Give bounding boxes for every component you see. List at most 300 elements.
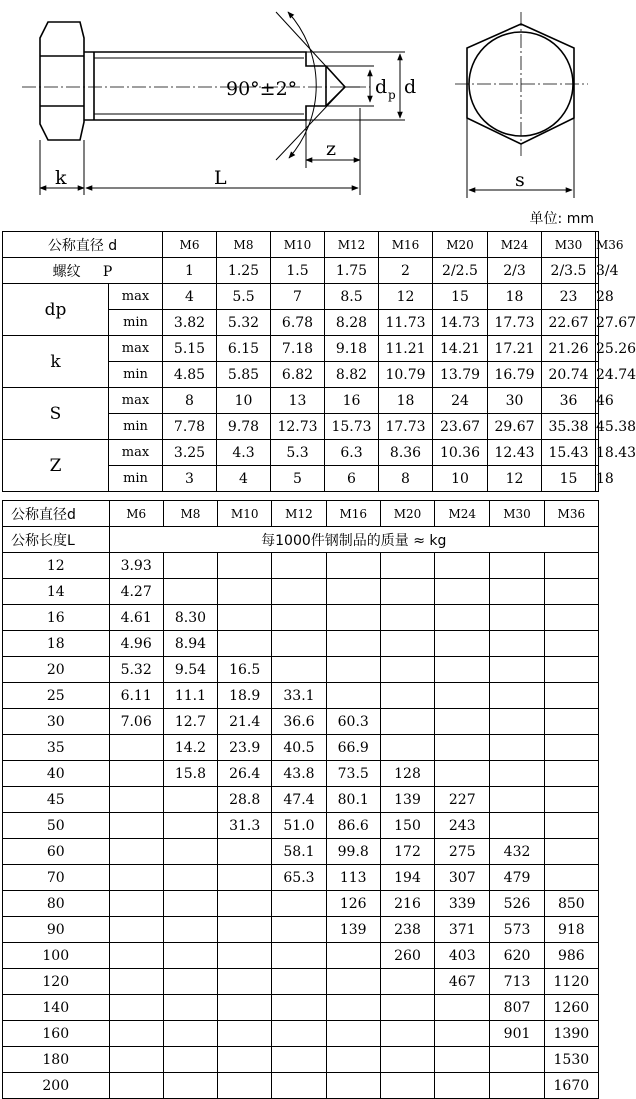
mass-value: 12.7 xyxy=(163,709,217,735)
mass-value xyxy=(272,631,326,657)
pitch-value: 2 xyxy=(379,258,433,284)
spec-value: 20.74 xyxy=(542,362,596,388)
mass-value xyxy=(272,943,326,969)
mass-value xyxy=(435,553,490,579)
pitch-value: 1.25 xyxy=(217,258,271,284)
spec-value: 18 xyxy=(379,388,433,414)
mass-value xyxy=(272,605,326,631)
mass-value: 126 xyxy=(326,891,380,917)
mass-value: 526 xyxy=(490,891,544,917)
spec-value: 27.67 xyxy=(596,310,599,336)
mass-value: 5.32 xyxy=(109,657,163,683)
mass-value: 139 xyxy=(326,917,380,943)
mass-value xyxy=(163,943,217,969)
mass-value xyxy=(218,995,272,1021)
pitch-value: 2/3.5 xyxy=(542,258,596,284)
mass-value xyxy=(218,1073,272,1099)
mass-value xyxy=(380,969,434,995)
mass-value xyxy=(544,787,598,813)
length-value: 50 xyxy=(3,813,110,839)
spec-value: 7.18 xyxy=(271,336,325,362)
mass-row xyxy=(3,735,599,761)
mass-row xyxy=(3,1047,599,1073)
group-label: S xyxy=(3,388,109,440)
mass-value xyxy=(163,865,217,891)
spec-value: 46 xyxy=(596,388,599,414)
mass-value xyxy=(163,579,217,605)
spec-value: 18 xyxy=(596,466,599,492)
length-value: 18 xyxy=(3,631,110,657)
mass-value xyxy=(326,683,380,709)
spec-value: 16 xyxy=(325,388,379,414)
limit-tag: max xyxy=(109,336,163,362)
spec-value: 17.73 xyxy=(379,414,433,440)
spec-value: 5.85 xyxy=(217,362,271,388)
mass-value xyxy=(380,1021,434,1047)
spec-value: 4 xyxy=(163,284,217,310)
spec-value: 8.82 xyxy=(325,362,379,388)
spec-value: 3 xyxy=(163,466,217,492)
mass-value: 339 xyxy=(435,891,490,917)
mass-value: 4.96 xyxy=(109,631,163,657)
mass-value: 18.9 xyxy=(218,683,272,709)
mass-value: 8.94 xyxy=(163,631,217,657)
length-value: 70 xyxy=(3,865,110,891)
spec-value: 7 xyxy=(271,284,325,310)
pitch-row xyxy=(3,258,599,284)
mass-row xyxy=(3,657,599,683)
mass-value xyxy=(380,995,434,1021)
mass-value xyxy=(109,969,163,995)
spec-value: 9.78 xyxy=(217,414,271,440)
mass-value xyxy=(272,969,326,995)
limit-tag: min xyxy=(109,414,163,440)
length-value: 35 xyxy=(3,735,110,761)
pitch-value: 1.5 xyxy=(271,258,325,284)
spec-value: 17.21 xyxy=(488,336,542,362)
size-header: M8 xyxy=(217,232,271,258)
mass-value xyxy=(435,709,490,735)
spec-value: 4 xyxy=(217,466,271,492)
bolt-head xyxy=(40,22,84,140)
dp-sub-label: p xyxy=(388,88,396,102)
mass-value xyxy=(218,1021,272,1047)
length-value: 12 xyxy=(3,553,110,579)
mass-value xyxy=(490,761,544,787)
mass-value: 371 xyxy=(435,917,490,943)
mass-value xyxy=(163,917,217,943)
mass-value xyxy=(163,1021,217,1047)
spec-header-row xyxy=(3,232,599,258)
size-header: M8 xyxy=(163,501,217,527)
mass-value: 3.93 xyxy=(109,553,163,579)
size-header: M10 xyxy=(271,232,325,258)
mass-row xyxy=(3,605,599,631)
mass-value xyxy=(163,969,217,995)
mass-value xyxy=(544,813,598,839)
length-value: 200 xyxy=(3,1073,110,1099)
mass-header-label: 公称直径d xyxy=(3,501,110,527)
mass-value xyxy=(380,1073,434,1099)
mass-value: 73.5 xyxy=(326,761,380,787)
mass-row xyxy=(3,761,599,787)
length-value: 60 xyxy=(3,839,110,865)
limit-tag: min xyxy=(109,310,163,336)
pitch-symbol: P xyxy=(102,263,113,280)
spec-value: 14.73 xyxy=(433,310,488,336)
mass-value xyxy=(272,1073,326,1099)
length-value: 120 xyxy=(3,969,110,995)
mass-value xyxy=(218,579,272,605)
spec-value: 35.38 xyxy=(542,414,596,440)
size-header: M20 xyxy=(380,501,434,527)
spec-value: 17.73 xyxy=(488,310,542,336)
mass-value: 31.3 xyxy=(218,813,272,839)
mass-value xyxy=(109,813,163,839)
spec-row xyxy=(3,336,599,362)
mass-value xyxy=(435,1047,490,1073)
length-value: 90 xyxy=(3,917,110,943)
mass-value xyxy=(272,579,326,605)
mass-value xyxy=(218,631,272,657)
bolt-drawing xyxy=(0,0,602,205)
mass-row xyxy=(3,839,599,865)
spec-value: 10.79 xyxy=(379,362,433,388)
spec-value: 24 xyxy=(433,388,488,414)
spec-value: 18 xyxy=(488,284,542,310)
mass-value: 4.27 xyxy=(109,579,163,605)
length-value: 14 xyxy=(3,579,110,605)
mass-value xyxy=(544,657,598,683)
mass-value xyxy=(218,969,272,995)
spec-value: 22.67 xyxy=(542,310,596,336)
unit-label: 单位: mm xyxy=(529,211,594,227)
z-label: z xyxy=(326,138,337,160)
mass-value xyxy=(435,579,490,605)
spec-value: 10.36 xyxy=(433,440,488,466)
pitch-label-cell xyxy=(3,258,163,284)
angle-label: 90°±2° xyxy=(226,78,298,100)
mass-value: 1390 xyxy=(544,1021,598,1047)
mass-value: 51.0 xyxy=(272,813,326,839)
mass-value xyxy=(544,605,598,631)
mass-value xyxy=(380,631,434,657)
mass-value: 40.5 xyxy=(272,735,326,761)
spec-value: 8 xyxy=(379,466,433,492)
size-header: M30 xyxy=(490,501,544,527)
mass-value: 128 xyxy=(380,761,434,787)
mass-value: 9.54 xyxy=(163,657,217,683)
spec-row xyxy=(3,388,599,414)
mass-value xyxy=(109,917,163,943)
mass-row xyxy=(3,631,599,657)
mass-value xyxy=(326,579,380,605)
spec-value: 3.82 xyxy=(163,310,217,336)
length-value: 140 xyxy=(3,995,110,1021)
spec-value: 15 xyxy=(433,284,488,310)
length-value: 45 xyxy=(3,787,110,813)
mass-value xyxy=(544,761,598,787)
mass-value: 7.06 xyxy=(109,709,163,735)
mass-value xyxy=(544,865,598,891)
mass-value xyxy=(544,683,598,709)
mass-caption-row xyxy=(3,527,599,553)
mass-value xyxy=(272,1047,326,1073)
size-header: M16 xyxy=(379,232,433,258)
spec-value: 45.38 xyxy=(596,414,599,440)
mass-value xyxy=(272,891,326,917)
mass-value: 275 xyxy=(435,839,490,865)
length-value: 180 xyxy=(3,1047,110,1073)
mass-value xyxy=(380,1047,434,1073)
spec-value: 18.43 xyxy=(596,440,599,466)
mass-value xyxy=(109,787,163,813)
mass-value xyxy=(544,709,598,735)
mass-value: 194 xyxy=(380,865,434,891)
size-header: M12 xyxy=(325,232,379,258)
limit-tag: max xyxy=(109,388,163,414)
pitch-value: 2/3 xyxy=(488,258,542,284)
mass-row xyxy=(3,683,599,709)
group-label: Z xyxy=(3,440,109,492)
mass-value xyxy=(544,631,598,657)
mass-value xyxy=(490,709,544,735)
mass-value xyxy=(326,657,380,683)
spec-value: 21.26 xyxy=(542,336,596,362)
spec-header-label: 公称直径 d xyxy=(3,232,163,258)
limit-tag: max xyxy=(109,284,163,310)
mass-value xyxy=(490,657,544,683)
mass-value xyxy=(380,605,434,631)
pitch-value: 2/2.5 xyxy=(433,258,488,284)
mass-value xyxy=(326,1047,380,1073)
mass-value xyxy=(490,605,544,631)
spec-value: 5.3 xyxy=(271,440,325,466)
mass-value: 986 xyxy=(544,943,598,969)
spec-value: 3.25 xyxy=(163,440,217,466)
mass-value xyxy=(218,865,272,891)
spec-value: 6 xyxy=(325,466,379,492)
spec-value: 12 xyxy=(488,466,542,492)
mass-value xyxy=(218,1047,272,1073)
mass-value: 1670 xyxy=(544,1073,598,1099)
mass-value xyxy=(218,553,272,579)
mass-value: 28.8 xyxy=(218,787,272,813)
mass-value xyxy=(435,605,490,631)
mass-value: 403 xyxy=(435,943,490,969)
bolt-drawing-svg xyxy=(0,0,602,205)
spec-value: 5.5 xyxy=(217,284,271,310)
mass-value: 307 xyxy=(435,865,490,891)
mass-row xyxy=(3,995,599,1021)
mass-value xyxy=(435,1021,490,1047)
mass-value xyxy=(490,579,544,605)
pitch-value: 3/4 xyxy=(596,258,599,284)
mass-value: 573 xyxy=(490,917,544,943)
mass-value xyxy=(272,553,326,579)
mass-value: 58.1 xyxy=(272,839,326,865)
length-value: 160 xyxy=(3,1021,110,1047)
k-label: k xyxy=(55,167,67,189)
L-label: L xyxy=(214,167,227,189)
size-header: M6 xyxy=(163,232,217,258)
mass-value: 6.11 xyxy=(109,683,163,709)
d-label: d xyxy=(404,76,417,98)
mass-value: 36.6 xyxy=(272,709,326,735)
mass-value xyxy=(380,579,434,605)
spec-value: 8.28 xyxy=(325,310,379,336)
spec-value: 13 xyxy=(271,388,325,414)
spec-value: 15.73 xyxy=(325,414,379,440)
mass-value xyxy=(109,995,163,1021)
spec-row xyxy=(3,284,599,310)
mass-value: 807 xyxy=(490,995,544,1021)
spec-value: 36 xyxy=(542,388,596,414)
spec-value: 8.36 xyxy=(379,440,433,466)
mass-value xyxy=(218,917,272,943)
size-header: M20 xyxy=(433,232,488,258)
spec-value: 8 xyxy=(163,388,217,414)
length-value: 25 xyxy=(3,683,110,709)
mass-value xyxy=(544,579,598,605)
spec-value: 6.3 xyxy=(325,440,379,466)
mass-value xyxy=(490,553,544,579)
spec-value: 10 xyxy=(433,466,488,492)
mass-value: 1120 xyxy=(544,969,598,995)
mass-value: 80.1 xyxy=(326,787,380,813)
length-value: 20 xyxy=(3,657,110,683)
limit-tag: min xyxy=(109,466,163,492)
mass-value xyxy=(435,1073,490,1099)
mass-row xyxy=(3,865,599,891)
length-label: 公称长度L xyxy=(3,527,110,553)
limit-tag: max xyxy=(109,440,163,466)
mass-value: 467 xyxy=(435,969,490,995)
mass-value: 1260 xyxy=(544,995,598,1021)
mass-value xyxy=(326,943,380,969)
spec-value: 24.74 xyxy=(596,362,599,388)
mass-row xyxy=(3,553,599,579)
mass-value xyxy=(272,917,326,943)
size-header: M24 xyxy=(488,232,542,258)
mass-value xyxy=(163,839,217,865)
mass-value: 113 xyxy=(326,865,380,891)
spec-value: 12.43 xyxy=(488,440,542,466)
mass-value xyxy=(163,1047,217,1073)
mass-value xyxy=(380,657,434,683)
spec-value: 10 xyxy=(217,388,271,414)
length-value: 30 xyxy=(3,709,110,735)
mass-value xyxy=(380,709,434,735)
mass-value xyxy=(435,657,490,683)
spec-value: 29.67 xyxy=(488,414,542,440)
mass-value: 8.30 xyxy=(163,605,217,631)
mass-value: 65.3 xyxy=(272,865,326,891)
mass-value: 86.6 xyxy=(326,813,380,839)
mass-value: 1530 xyxy=(544,1047,598,1073)
length-value: 16 xyxy=(3,605,110,631)
spec-value: 23 xyxy=(542,284,596,310)
size-header: M10 xyxy=(218,501,272,527)
mass-value xyxy=(218,839,272,865)
mass-value xyxy=(326,995,380,1021)
mass-value xyxy=(109,1047,163,1073)
mass-header-row xyxy=(3,501,599,527)
mass-value xyxy=(435,761,490,787)
mass-value: 99.8 xyxy=(326,839,380,865)
mass-row xyxy=(3,1073,599,1099)
mass-value xyxy=(435,631,490,657)
mass-value: 15.8 xyxy=(163,761,217,787)
mass-value: 172 xyxy=(380,839,434,865)
spec-value: 4.85 xyxy=(163,362,217,388)
mass-value: 4.61 xyxy=(109,605,163,631)
mass-value xyxy=(490,1073,544,1099)
mass-value: 23.9 xyxy=(218,735,272,761)
spec-value: 12 xyxy=(379,284,433,310)
mass-value: 150 xyxy=(380,813,434,839)
mass-value: 66.9 xyxy=(326,735,380,761)
mass-value xyxy=(326,605,380,631)
mass-value: 713 xyxy=(490,969,544,995)
spec-value: 28 xyxy=(596,284,599,310)
mass-value xyxy=(163,995,217,1021)
pitch-value: 1.75 xyxy=(325,258,379,284)
mass-value xyxy=(218,891,272,917)
mass-value xyxy=(490,1047,544,1073)
size-header: M36 xyxy=(596,232,599,258)
spec-value: 5.32 xyxy=(217,310,271,336)
spec-value: 13.79 xyxy=(433,362,488,388)
mass-value: 432 xyxy=(490,839,544,865)
size-header: M36 xyxy=(544,501,598,527)
mass-value: 11.1 xyxy=(163,683,217,709)
pitch-value: 1 xyxy=(163,258,217,284)
mass-row xyxy=(3,917,599,943)
spec-value: 16.79 xyxy=(488,362,542,388)
bolt-shank xyxy=(84,52,345,120)
mass-value xyxy=(544,839,598,865)
mass-value xyxy=(326,1021,380,1047)
mass-value xyxy=(380,683,434,709)
mass-value xyxy=(109,761,163,787)
mass-value xyxy=(490,787,544,813)
mass-value xyxy=(163,813,217,839)
mass-value: 216 xyxy=(380,891,434,917)
mass-value xyxy=(435,995,490,1021)
mass-value: 479 xyxy=(490,865,544,891)
length-value: 80 xyxy=(3,891,110,917)
spec-value: 5 xyxy=(271,466,325,492)
mass-value: 16.5 xyxy=(218,657,272,683)
group-label: k xyxy=(3,336,109,388)
spec-value: 12.73 xyxy=(271,414,325,440)
mass-row xyxy=(3,787,599,813)
length-value: 100 xyxy=(3,943,110,969)
mass-row xyxy=(3,969,599,995)
spec-value: 6.82 xyxy=(271,362,325,388)
spec-value: 11.73 xyxy=(379,310,433,336)
mass-value xyxy=(490,631,544,657)
mass-value: 227 xyxy=(435,787,490,813)
spec-table xyxy=(2,231,636,492)
spec-value: 15 xyxy=(542,466,596,492)
pitch-label: 螺纹 xyxy=(52,263,81,280)
mass-value: 47.4 xyxy=(272,787,326,813)
mass-value xyxy=(435,735,490,761)
group-label: dp xyxy=(3,284,109,336)
size-header: M30 xyxy=(542,232,596,258)
